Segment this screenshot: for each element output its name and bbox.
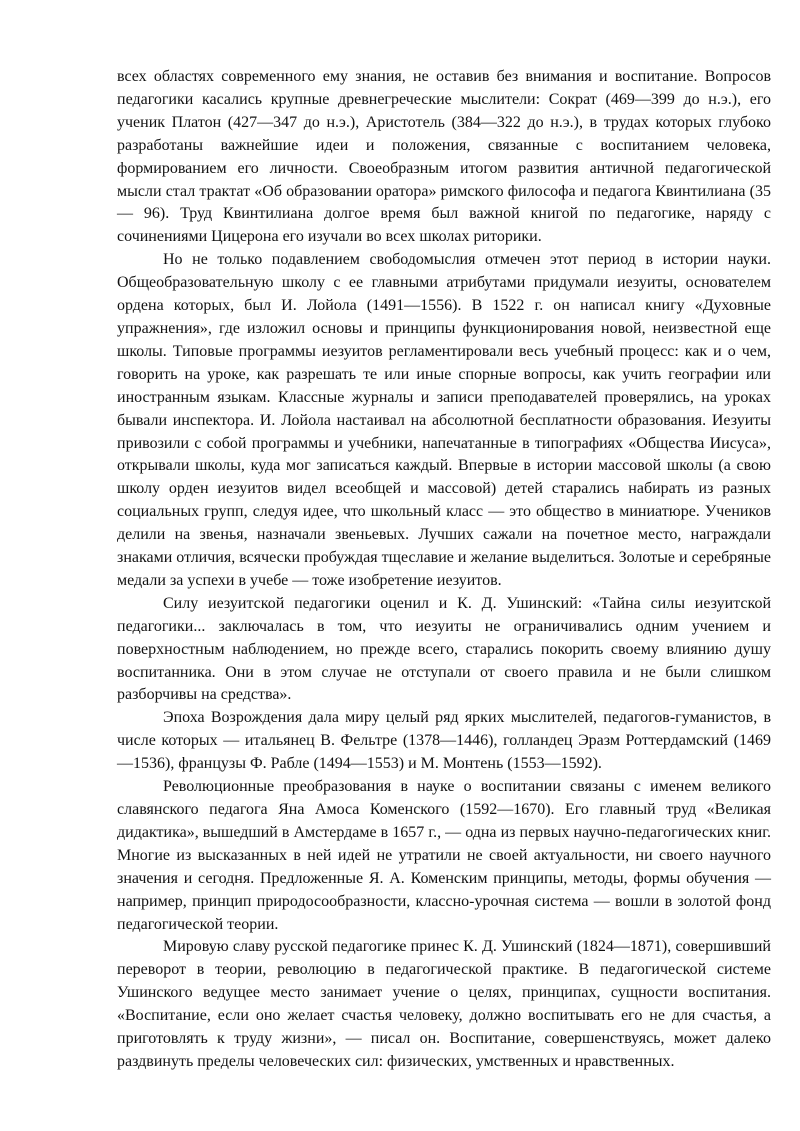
- paragraph-antiquity: всех областях современного ему знания, не оставив без внимания и воспитание. Вопросов педагогики касались крупные древнегреческие мыслители: Сократ (469—399 до н.э.), его ученик Платон (427—347 до н.э.), Аристотель (384—322 до н.э.), в трудах которых глубоко разработаны важнейшие идеи и положения, связанные с воспитанием человека, формированием его личности. Своеобразным итогом развития античной педагогической мысли стал трактат «Об образовании оратора» римского философа и педагога Квинтилиана (35— 96). Труд Квинтилиана долгое время был важной книгой по педагогике, наряду с сочинениями Цицерона его изучали во всех школах риторики.: [117, 68, 771, 246]
- paragraph-comenius: Революционные преобразования в науке о воспитании связаны с именем великого славянского педагога Яна Амоса Коменского (1592—1670). Его главный труд «Великая дидактика», вышедший в Амстердаме в 1657 г., — одна из первых научно-педагогических книг. Многие из высказанных в ней идей не утратили не своей актуальности, ни своего научного значения и сегодня. Предложенные Я. А. Коменским принципы, методы, формы обучения — например, принцип природосообразности, классно-урочная система — вошли в золотой фонд педагогической теории.: [117, 778, 771, 933]
- paragraph-ushinsky-quote: Силу иезуитской педагогики оценил и К. Д. Ушинский: «Тайна силы иезуитской педагогики... заключалась в том, что иезуиты не ограничивались одним учением и поверхностным наблюдением, но прежде всего, старались покорить своему влиянию душу воспитанника. Они в этом случае не отступали от своего правила и не были слишком разборчивы на средства».: [117, 594, 771, 704]
- paragraph-ushinsky: Мировую славу русской педагогике принес К. Д. Ушинский (1824—1871), совершивший переворот в теории, революцию в педагогической практике. В педагогической системе Ушинского ведущее место занимает учение о целях, принципах, сущности воспитания. «Воспитание, если оно желает счастья человеку, должно воспитывать его не для счастья, а приготовлять к труду жизни», — писал он. Воспитание, совершенствуясь, может далеко раздвинуть пределы человеческих сил: физических, умственных и нравственных.: [117, 938, 771, 1070]
- paragraph-jesuits: Но не только подавлением свободомыслия отмечен этот период в истории науки. Общеобразовательную школу с ее главными атрибутами придумали иезуиты, основателем ордена которых, был И. Лойола (1491—1556). В 1522 г. он написал книгу «Духовные упражнения», где изложил основы и принципы функционирования новой, неизвестной еще школы. Типовые программы иезуитов регламентировали весь учебный процесс: как и о чем, говорить на уроке, как разрешать те или иные спорные вопросы, как учить географии или иностранным языкам. Классные журналы и записи преподавателей проверялись, на уроках бывали инспектора. И. Лойола настаивал на абсолютной бесплатности образования. Иезуиты привозили с собой программы и учебники, напечатанные в типографиях «Общества Иисуса», открывали школы, куда мог записаться каждый. Впервые в истории массовой школы (а свою школу орден иезуитов видел всеобщей и массовой) детей старались набирать из разных социальных групп, следуя идее, что школьный класс — это общество в миниатюре. Учеников делили на звенья, назначали звеньевых. Лучших сажали на почетное место, награждали знаками отличия, всячески пробуждая тщеславие и желание выделиться. Золотые и серебряные медали за успехи в учебе — тоже изобретение иезуитов.: [117, 251, 771, 589]
- document-page: [117, 66, 771, 1074]
- paragraph-renaissance: Эпоха Возрождения дала миру целый ряд ярких мыслителей, педагогов-гуманистов, в числе которых — итальянец В. Фельтре (1378—1446), голландец Эразм Роттердамский (1469—1536), французы Ф. Рабле (1494—1553) и М. Монтень (1553—1592).: [117, 709, 771, 773]
